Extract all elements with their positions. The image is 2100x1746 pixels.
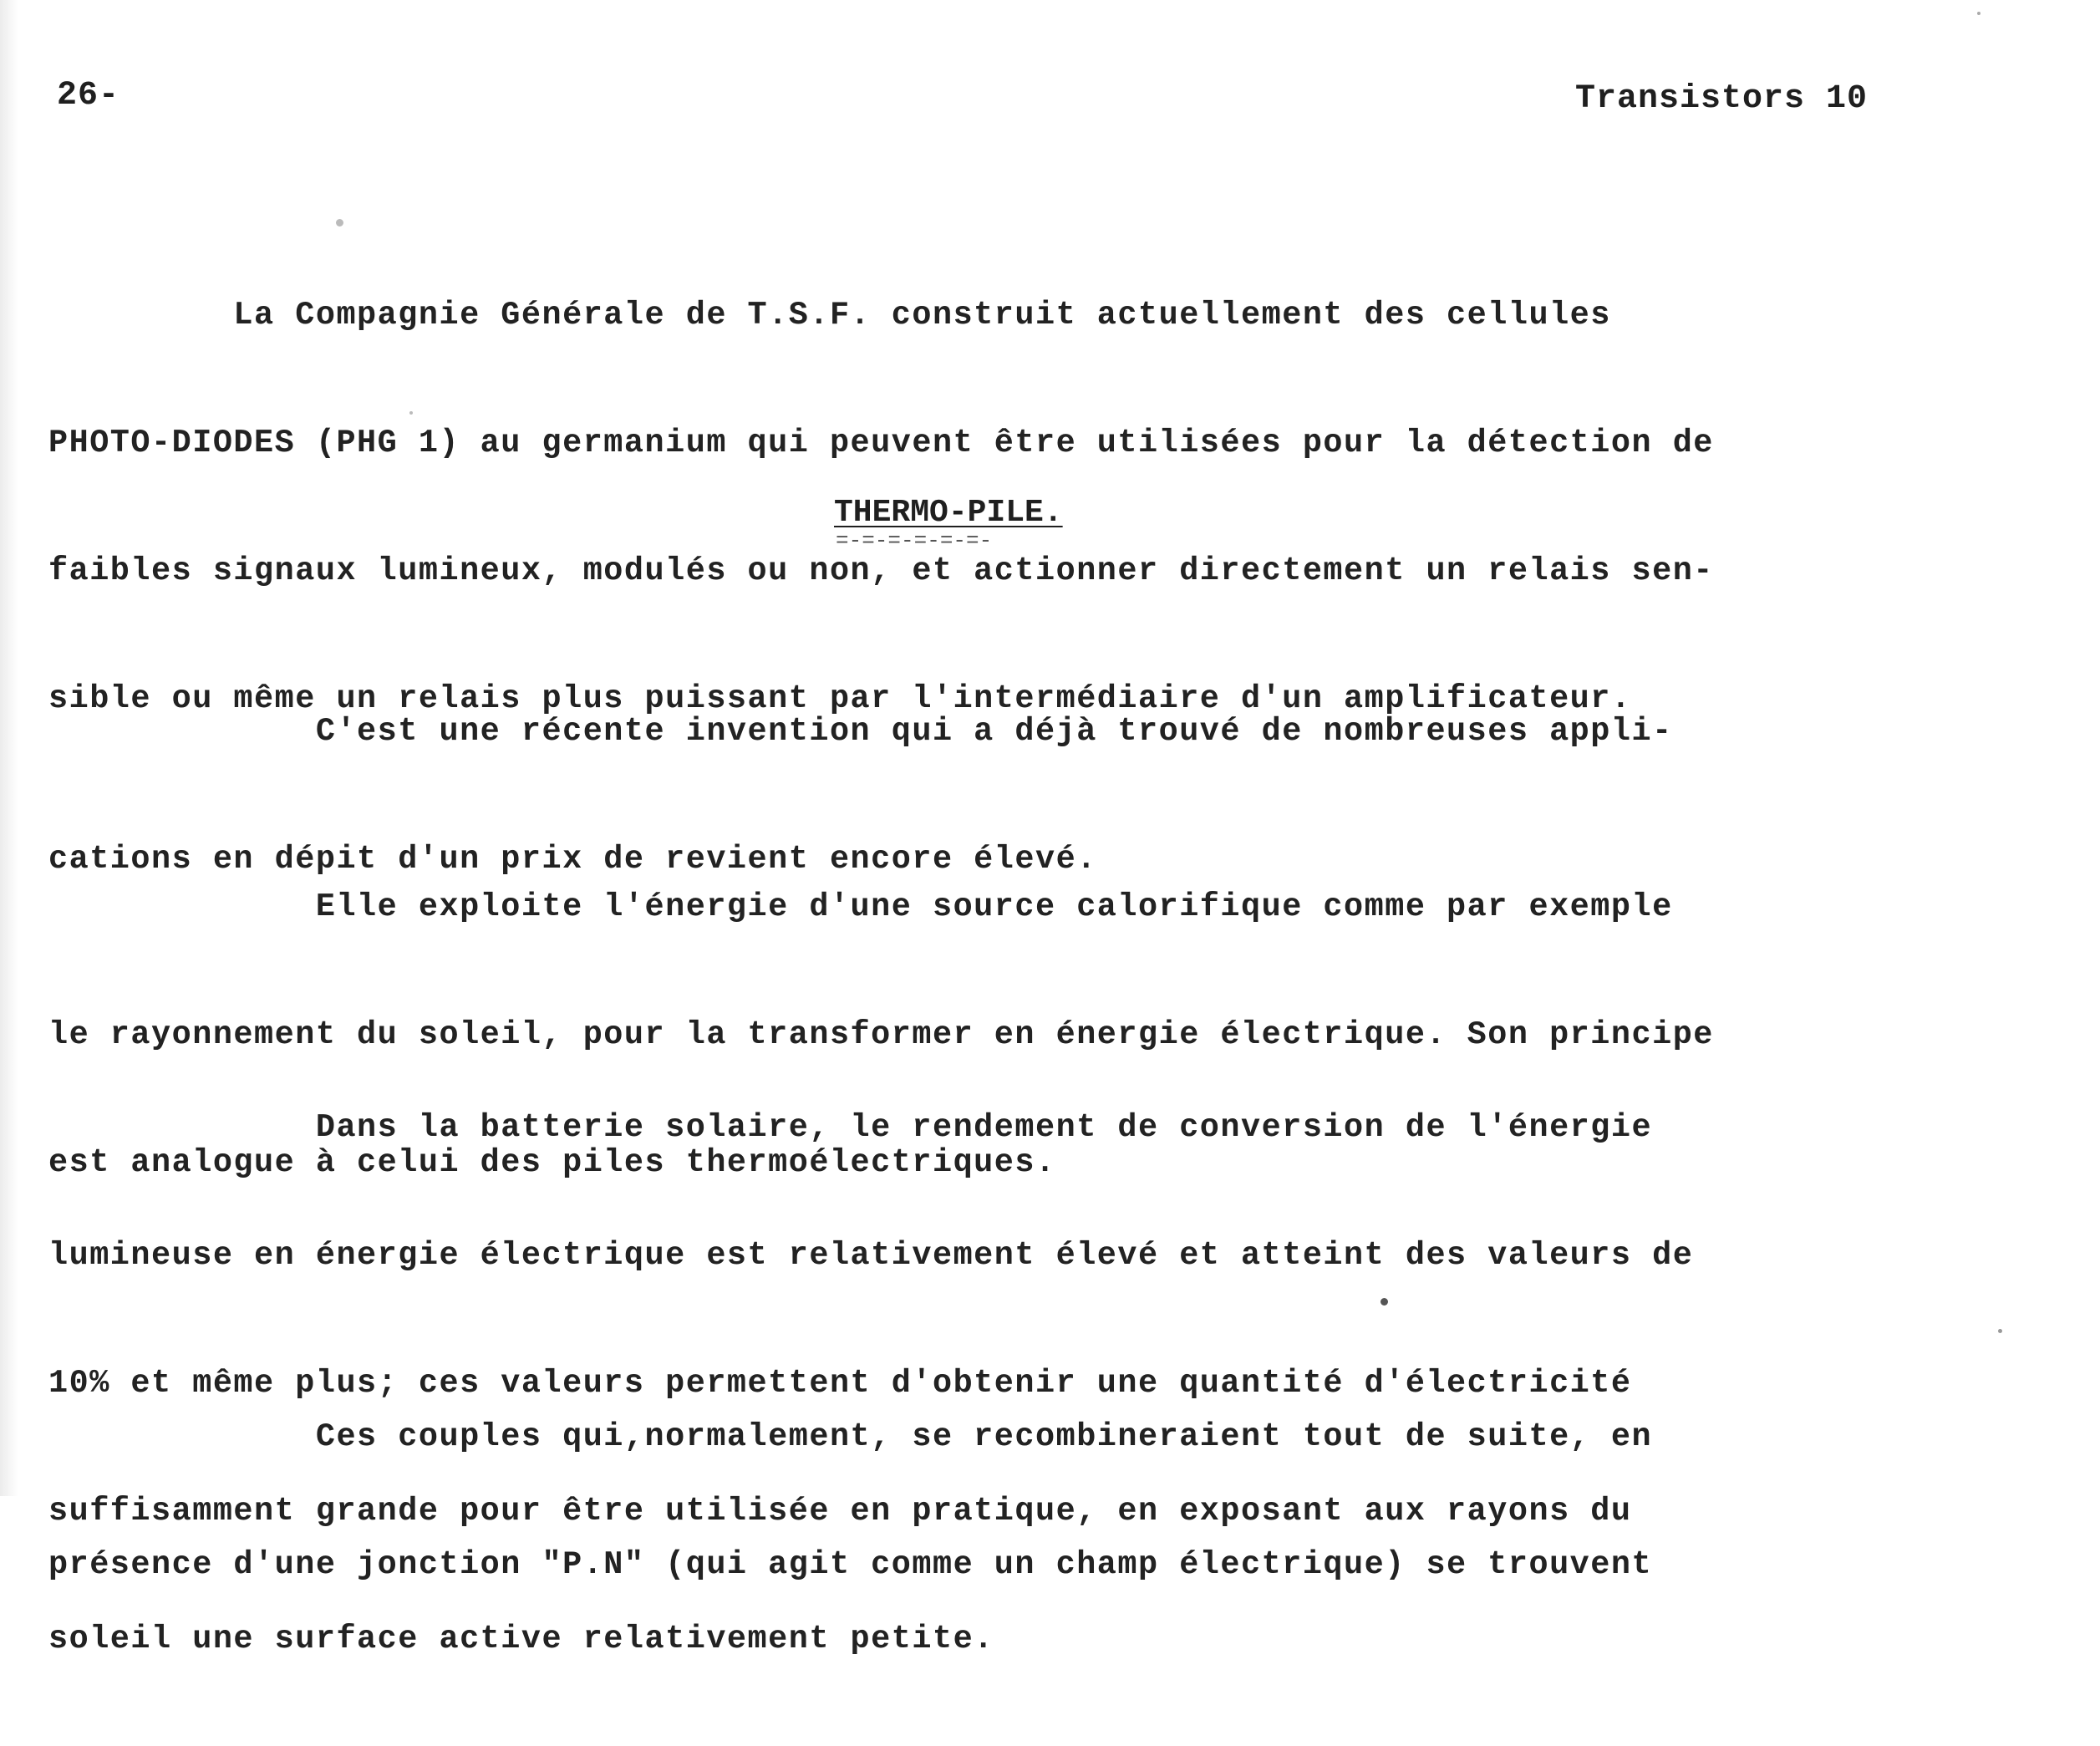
scan-speck <box>1977 12 1981 15</box>
text-line: 10% et même plus; ces valeurs permettent d'obtenir une quantité d'électricité <box>48 1365 1632 1402</box>
text-line: Elle exploite l'énergie d'une source calorifique comme par exemple <box>48 888 1673 925</box>
scan-speck <box>1998 1329 2002 1333</box>
text-line: faibles signaux lumineux, modulés ou non, et actionner directement un relais sen- <box>48 552 1714 589</box>
text-line: PHOTO-DIODES (PHG 1) au germanium qui peuvent être utilisées pour la détection de <box>48 425 1714 461</box>
text-line: La Compagnie Générale de T.S.F. construit actuellement des cellules <box>48 297 1611 333</box>
text-line: sible ou même un relais plus puissant par l'intermédiaire d'un amplificateur. <box>48 680 1632 717</box>
paragraph-pn-junction <box>48 1331 1887 1672</box>
text-line: C'est une récente invention qui a déjà trouvé de nombreuses appli- <box>48 713 1673 750</box>
scan-shadow-edge <box>0 0 18 1496</box>
scan-speck <box>1381 1298 1388 1306</box>
text-line: cations en dépit d'un prix de revient encore élevé. <box>48 841 1097 878</box>
text-line: Dans la batterie solaire, le rendement de conversion de l'énergie <box>48 1109 1653 1146</box>
scan-speck <box>336 219 343 227</box>
text-line: présence d'une jonction "P.N" (qui agit comme un champ électrique) se trouvent <box>48 1546 1653 1583</box>
section-title: THERMO-PILE. <box>834 495 1063 531</box>
text-line: est analogue à celui des piles thermoélectriques. <box>48 1144 1056 1181</box>
text-line: soleil une surface active relativement petite. <box>48 1621 994 1657</box>
text-line: lumineuse en énergie électrique est relativement élevé et atteint des valeurs de <box>48 1237 1694 1274</box>
title-double-rule: =-=-=-=-=-=- <box>836 528 993 553</box>
text-line: suffisamment grande pour être utilisée en pratique, en exposant aux rayons du <box>48 1493 1632 1530</box>
text-line: le rayonnement du soleil, pour la transformer en énergie électrique. Son principe <box>48 1016 1714 1053</box>
scan-speck <box>409 411 413 415</box>
running-title: Transistors 10 <box>1575 80 1869 118</box>
text-line: Ces couples qui,normalement, se recombineraient tout de suite, en <box>48 1418 1653 1455</box>
page-number: 26- <box>57 77 120 115</box>
